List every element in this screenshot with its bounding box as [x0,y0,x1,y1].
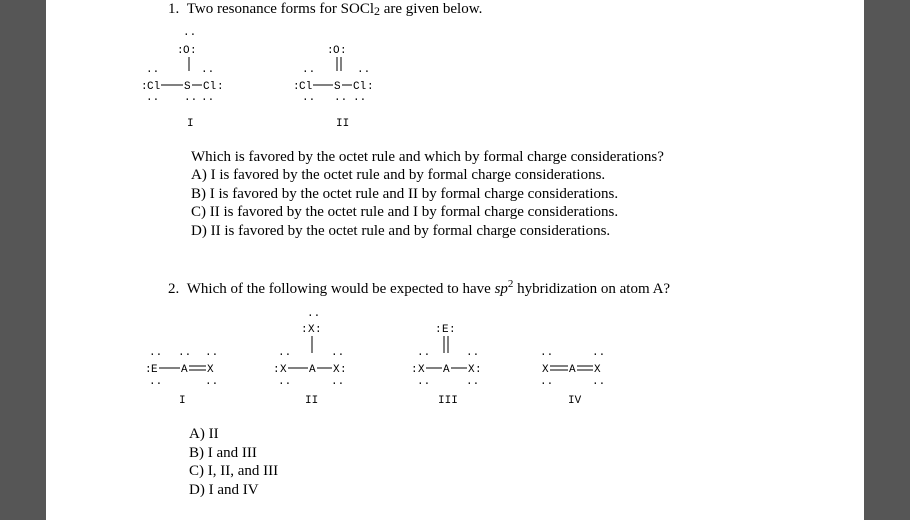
lone-pair-dots: .. [146,64,160,76]
atom-o: O [183,45,190,57]
atom-x: X [207,364,214,376]
lone-pair-dots: .. [357,64,371,76]
question-text: Two resonance forms for SOCl [186,1,374,17]
question-number: 1. [168,1,180,17]
lone-pair-dots: : [273,364,280,376]
atom-x-right: X [468,364,475,376]
choice-a[interactable]: A) II [189,426,219,442]
lone-pair-dots: : [411,364,418,376]
question-number: 2. [168,281,180,297]
choice-b[interactable]: B) I is favored by the octet rule and II by formal charge considerations. [191,185,619,202]
lone-pair-dots: .. [149,376,163,388]
lone-pair-dots: : [217,81,224,93]
lone-pair-dots: .. [592,347,606,359]
atom-cl-right: Cl [353,81,367,93]
document-page [46,0,864,520]
socl2-structure-2 [290,22,400,112]
lone-pair-dots: .. [178,347,192,359]
atom-cl-left: Cl [299,81,313,93]
choice-d[interactable]: D) I and IV [189,481,259,498]
superscript: 2 [507,278,514,290]
choice-d[interactable]: D) II is favored by the octet rule and by formal charge considerations. [191,222,611,239]
lone-pair-dots: : [340,364,347,376]
choice-b[interactable]: B) I and III [189,444,257,461]
lone-pair-dots: .. [331,376,345,388]
lone-pair-dots: .. [353,92,367,104]
lone-pair-dots: .. [302,92,316,104]
lone-pair-dots: .. [592,376,606,388]
lone-pair-dots: : [327,45,334,57]
question-text: Which of the following would be expected to have [186,281,495,297]
lone-pair-dots: .. [302,64,316,76]
lone-pair-dots: .. [331,347,345,359]
lone-pair-dots: .. [307,308,321,320]
lewis-structure-diagram [290,22,400,112]
lone-pair-dots: .. [278,376,292,388]
atom-o: O [333,45,340,57]
lone-pair-dots: : [315,324,322,336]
lone-pair-dots: : [340,45,347,57]
structure-2-3 [408,305,518,390]
lone-pair-dots: .. [183,27,197,39]
question-1-prompt: Which is favored by the octet rule and which by formal charge considerations? [191,149,664,165]
structure-label: II [305,395,319,407]
question-1-stem [168,0,482,20]
atom-x-right: X [333,364,340,376]
question-text-end: are given below. [380,1,483,17]
hybridization-sp: sp [494,281,508,297]
lone-pair-dots: .. [205,376,219,388]
lone-pair-dots: .. [334,92,348,104]
atom-x-right: X [594,364,601,376]
lone-pair-dots: : [367,81,374,93]
lone-pair-dots: .. [540,347,554,359]
lone-pair-dots: : [145,364,152,376]
structure-2-4 [536,340,626,390]
lone-pair-dots: .. [540,376,554,388]
structure-label: III [438,395,458,407]
lewis-structure-diagram [408,305,518,390]
structure-label: II [336,118,350,130]
atom-cl-left: Cl [147,81,161,93]
structure-2-1 [142,340,232,390]
question-text-end: hybridization on atom A? [513,281,671,297]
question-1-choices [191,166,618,240]
atom-x-left: X [418,364,425,376]
atom-a: A [443,364,450,376]
atom-e: E [442,324,449,336]
lone-pair-dots: .. [466,376,480,388]
atom-cl-right: Cl [203,81,217,93]
question-2-choices [189,425,278,499]
subscript: 2 [374,4,380,18]
lone-pair-dots: .. [417,347,431,359]
structure-label: IV [568,395,582,407]
lone-pair-dots: : [449,324,456,336]
structure-2-2 [268,305,378,390]
atom-x-left: X [280,364,287,376]
atom-x-left: X [542,364,549,376]
lone-pair-dots: : [141,81,148,93]
lone-pair-dots: .. [184,92,198,104]
lone-pair-dots: : [293,81,300,93]
lone-pair-dots: .. [205,347,219,359]
lone-pair-dots: : [301,324,308,336]
choice-c[interactable]: C) II is favored by the octet rule and I by formal charge considerations. [191,204,619,220]
lone-pair-dots: : [475,364,482,376]
lone-pair-dots: .. [146,92,160,104]
structure-label: I [179,395,186,407]
lewis-structure-diagram [142,340,232,390]
lone-pair-dots: .. [466,347,480,359]
socl2-structure-1 [140,22,250,112]
atom-a: A [309,364,316,376]
choice-c[interactable]: C) I, II, and III [189,463,279,479]
question-2-stem [168,280,670,298]
atom-e: E [151,364,158,376]
lone-pair-dots: .. [278,347,292,359]
atom-a: A [569,364,576,376]
atom-a: A [181,364,188,376]
lone-pair-dots: .. [149,347,163,359]
lewis-structure-diagram [268,305,378,390]
lone-pair-dots: .. [201,64,215,76]
lone-pair-dots: .. [201,92,215,104]
lone-pair-dots: : [177,45,184,57]
choice-a[interactable]: A) I is favored by the octet rule and by formal charge considerations. [191,167,606,183]
lewis-structure-diagram [140,22,250,112]
structure-label: I [187,118,194,130]
lone-pair-dots: : [190,45,197,57]
atom-s: S [334,81,341,93]
atom-s: S [184,81,191,93]
lone-pair-dots: : [435,324,442,336]
atom-x-top: X [308,324,315,336]
lone-pair-dots: .. [417,376,431,388]
lewis-structure-diagram [536,340,626,390]
